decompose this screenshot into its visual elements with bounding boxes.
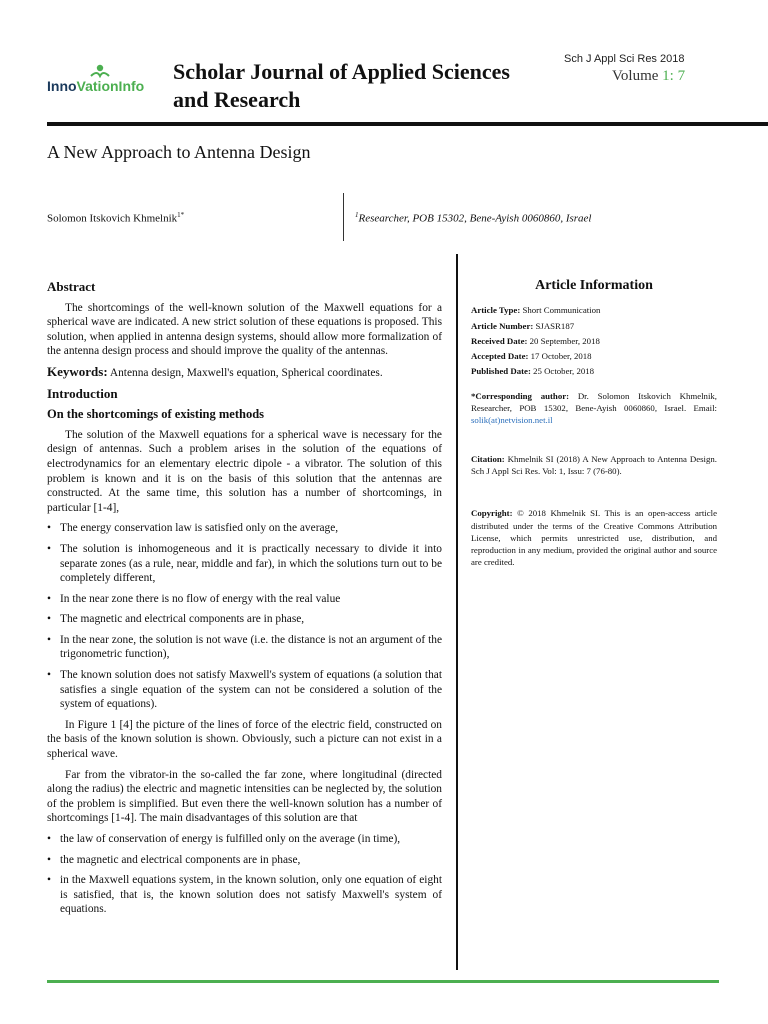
corresponding-author — [471, 390, 717, 427]
published-date-label: Published Date: — [471, 366, 531, 377]
accepted-date — [471, 350, 717, 362]
bullet-list-2 — [47, 832, 442, 917]
volume-info — [612, 68, 685, 85]
article-number — [471, 320, 717, 332]
published-date-value: 25 October, 2018 — [533, 366, 595, 377]
footer-rule — [47, 980, 719, 983]
citation-label: Citation: — [471, 453, 505, 464]
journal-title — [173, 58, 593, 114]
list-item: • in the Maxwell equations system, in the known solution, only one equation of eight is satisfied, that is, the known solution does not satisfy Maxwell's system of equations. — [47, 873, 442, 917]
keywords — [47, 365, 442, 381]
received-date-label: Received Date: — [471, 335, 528, 346]
article-number-label: Article Number: — [471, 320, 534, 331]
journal-title-line1: Scholar Journal of Applied Sciences — [173, 59, 510, 84]
volume-number: 1: 7 — [662, 68, 686, 84]
logo-text-b: VationInfo — [76, 78, 145, 94]
corresponding-author-text: Dr. Solomon Itskovich Khmelnik, Researcher, POB 15302, Bene-Ayish 0060860, Israel. Email: — [471, 390, 717, 414]
paragraph-3: Far from the vibrator-in the so-called the far zone, where longitudinal (directed along the radius) the electric and magnetic intensities can be neglected by, the solution of the problem is simplified. But even there the well-known solution has a number of shortcomings [1-4]. The main disadvantages of this solution are that — [47, 768, 442, 825]
logo-text-a: Inno — [47, 78, 77, 94]
bullet-list-1 — [47, 521, 442, 712]
list-item: • the law of conservation of energy is fulfilled only on the average (in time), — [47, 832, 442, 847]
paragraph-2: In Figure 1 [4] the picture of the lines of force of the electric field, constructed on the basis of the known solution is shown. Obviously, such a picture can not exist in a spherical wave. — [47, 718, 442, 761]
affiliation — [355, 211, 592, 225]
section-subheading: On the shortcomings of existing methods — [47, 407, 265, 422]
paragraph-1: The solution of the Maxwell equations for a spherical wave is necessary for the design of antennas. Such a problem arises in the solution of the equations of electrodynamics for an elementary electric dipole - a vibrator. The solution of this problem is known and it is on the basis of this solution that the antennas are constructed. At the same time, this solution has a number of shortcomings, in particular [1-4], — [47, 428, 442, 514]
copyright — [471, 507, 717, 568]
column-divider — [456, 254, 458, 970]
accepted-date-value: 17 October, 2018 — [530, 351, 592, 362]
abstract-heading: Abstract — [47, 279, 96, 294]
introduction-heading: Introduction — [47, 385, 118, 401]
affiliation-sup: 1 — [355, 211, 359, 219]
innovationinfo-logo — [47, 62, 165, 100]
article-type-value: Short Communication — [522, 305, 601, 316]
author-name: Solomon Itskovich Khmelnik — [47, 212, 178, 225]
list-item: • The magnetic and electrical components are in phase, — [47, 612, 442, 627]
received-date-value: 20 September, 2018 — [529, 335, 600, 346]
volume-label: Volume — [612, 68, 659, 84]
article-title: A New Approach to Antenna Design — [47, 142, 311, 162]
article-info-sidebar — [471, 280, 717, 569]
citation-text: Khmelnik SI (2018) A New Approach to Antenna Design. Sch J Appl Sci Res. Vol: 1, Issu: 7 (76-80). — [471, 453, 717, 476]
keywords-label: Keywords: — [47, 363, 108, 379]
author — [47, 211, 184, 225]
list-item: • The solution is inhomogeneous and it is practically necessary to divide it into separate zones (as a rule, near, middle and far), in which the solutions turn out to be completely different, — [47, 542, 442, 586]
received-date — [471, 335, 717, 347]
list-item: • The known solution does not satisfy Maxwell's system of equations (a solution that satisfies a single equation of the system can not be considered a solution of the system of equations). — [47, 668, 442, 712]
main-column — [47, 280, 442, 923]
affiliation-text: Researcher, POB 15302, Bene-Ayish 0060860, Israel — [358, 212, 592, 225]
article-info-heading: Article Information — [535, 278, 653, 293]
list-item: • In the near zone, the solution is not wave (i.e. the distance is not an argument of the trigonometric function), — [47, 633, 442, 662]
author-divider — [343, 193, 344, 241]
author-sup: 1* — [177, 211, 185, 219]
corresponding-email-link[interactable]: solik(at)netvision.net.il — [471, 415, 553, 426]
corresponding-author-label: *Corresponding author: — [471, 390, 570, 401]
list-item: • The energy conservation law is satisfied only on the average, — [47, 521, 442, 536]
article-type-label: Article Type: — [471, 305, 521, 316]
header-rule — [47, 122, 768, 126]
article-type — [471, 304, 717, 316]
article-number-value: SJASR187 — [535, 320, 575, 331]
list-item: • In the near zone there is no flow of energy with the real value — [47, 592, 442, 607]
published-date — [471, 365, 717, 377]
list-item: • the magnetic and electrical components are in phase, — [47, 853, 442, 868]
accepted-date-label: Accepted Date: — [471, 351, 529, 362]
copyright-text: © 2018 Khmelnik SI. This is an open-access article distributed under the terms of the Creative Commons Attribution License, which permits unrestricted use, distribution, and reproduction in any medium, provided the original author and source are credited. — [471, 508, 717, 568]
abstract-text: The shortcomings of the well-known solution of the Maxwell equations for a spherical wave are indicated. A new strict solution of these equations is proposed. This solution, when applied in antenna design systems, should allow more formalization of the antenna design process and should improve the quality of the antennas. — [47, 301, 442, 358]
journal-title-line2: and Research — [173, 87, 301, 112]
citation — [471, 453, 717, 478]
short-citation: Sch J Appl Sci Res 2018 — [564, 53, 685, 65]
copyright-label: Copyright: — [471, 508, 513, 519]
keywords-text: Antenna design, Maxwell's equation, Spherical coordinates. — [109, 366, 383, 379]
